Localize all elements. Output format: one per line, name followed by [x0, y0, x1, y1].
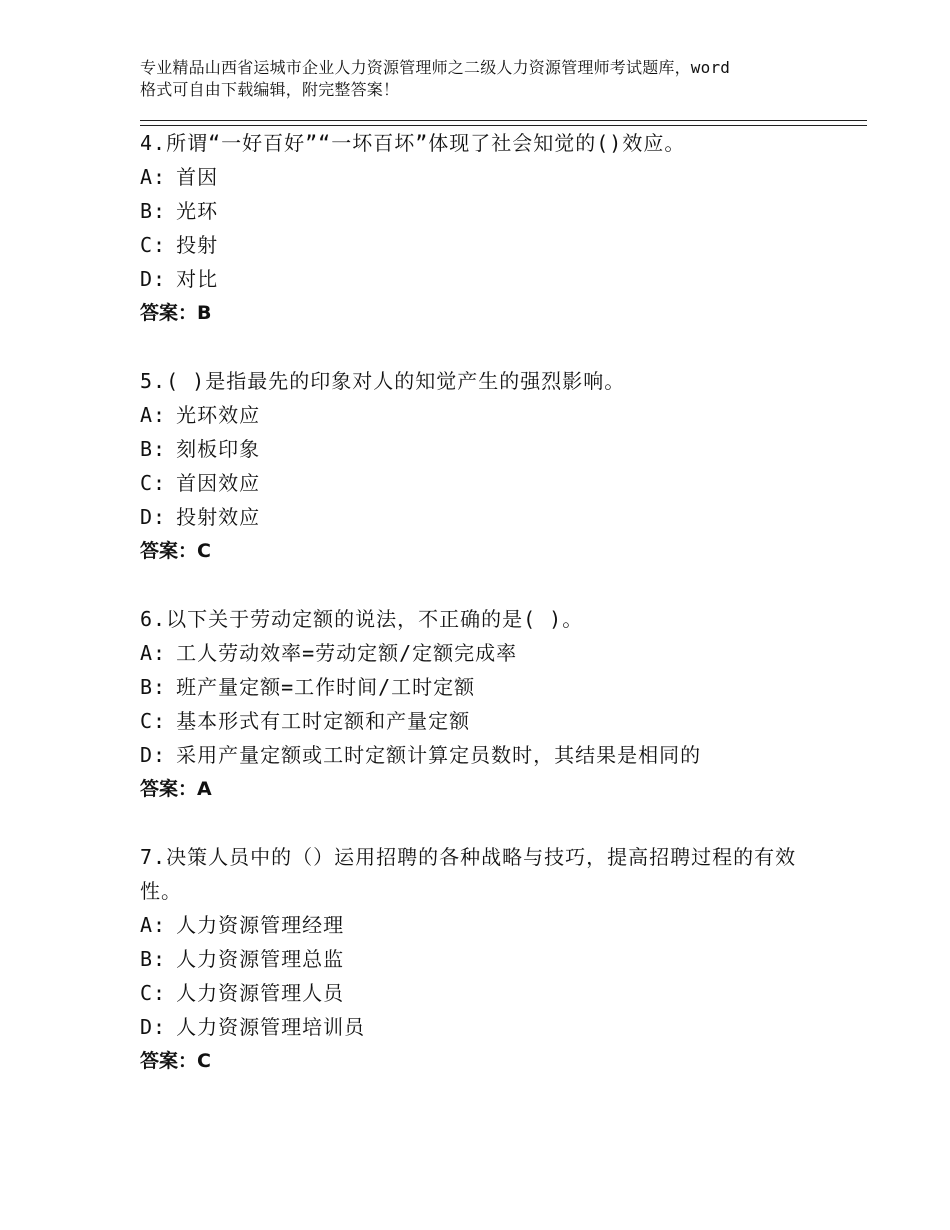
option-letter: D:: [140, 267, 167, 291]
option-letter: C:: [140, 981, 167, 1005]
answer-line: 答案：A: [140, 778, 212, 800]
option-text: 投射效应: [176, 505, 261, 529]
option-letter: C:: [140, 471, 167, 495]
option-c: [140, 976, 820, 1010]
option-text: 首因效应: [176, 471, 261, 495]
answer-line: 答案：B: [140, 302, 212, 324]
question-stem: 4.所谓“一好百好”“一坏百坏”体现了社会知觉的()效应。: [140, 131, 686, 155]
option-letter: A:: [140, 641, 167, 665]
header-line-2: 格式可自由下载编辑，附完整答案！: [140, 80, 400, 99]
question-list: [140, 126, 820, 1112]
option-c: [140, 466, 820, 500]
question-7: [140, 840, 820, 1078]
option-letter: A:: [140, 913, 167, 937]
option-b: [140, 194, 820, 228]
answer-line: 答案：C: [140, 1050, 211, 1072]
option-text: 投射: [176, 233, 219, 257]
option-text: 人力资源管理总监: [176, 947, 345, 971]
option-letter: B:: [140, 199, 167, 223]
option-letter: C:: [140, 709, 167, 733]
option-text: 光环: [176, 199, 219, 223]
option-letter: A:: [140, 403, 167, 427]
option-d: [140, 500, 820, 534]
option-text: 人力资源管理培训员: [176, 1015, 366, 1039]
option-letter: B:: [140, 675, 167, 699]
option-text: 对比: [176, 267, 219, 291]
header-line-1: 专业精品山西省运城市企业人力资源管理师之二级人力资源管理师考试题库，word: [140, 58, 731, 77]
option-c: [140, 228, 820, 262]
option-letter: B:: [140, 437, 167, 461]
question-stem: 5.( )是指最先的印象对人的知觉产生的强烈影响。: [140, 369, 626, 393]
option-d: [140, 262, 820, 296]
option-letter: D:: [140, 505, 167, 529]
option-text: 光环效应: [176, 403, 261, 427]
option-text: 人力资源管理经理: [176, 913, 345, 937]
option-b: [140, 432, 820, 466]
option-d: [140, 1010, 820, 1044]
question-4: [140, 126, 820, 330]
option-d: [140, 738, 820, 772]
option-text: 采用产量定额或工时定额计算定员数时，其结果是相同的: [176, 743, 702, 767]
option-a: [140, 160, 820, 194]
option-a: [140, 636, 820, 670]
option-text: 基本形式有工时定额和产量定额: [176, 709, 471, 733]
question-5: [140, 364, 820, 568]
option-b: [140, 942, 820, 976]
answer-line: 答案：C: [140, 540, 211, 562]
option-a: [140, 398, 820, 432]
header-divider-top: [140, 120, 867, 121]
option-text: 工人劳动效率=劳动定额/定额完成率: [176, 641, 518, 665]
option-c: [140, 704, 820, 738]
option-letter: D:: [140, 743, 167, 767]
option-b: [140, 670, 820, 704]
option-letter: B:: [140, 947, 167, 971]
option-letter: D:: [140, 1015, 167, 1039]
option-letter: A:: [140, 165, 167, 189]
question-stem: 6.以下关于劳动定额的说法，不正确的是( )。: [140, 607, 584, 631]
option-letter: C:: [140, 233, 167, 257]
question-6: [140, 602, 820, 806]
option-a: [140, 908, 820, 942]
document-header: [140, 57, 830, 101]
option-text: 刻板印象: [176, 437, 261, 461]
question-stem: 7.决策人员中的（）运用招聘的各种战略与技巧，提高招聘过程的有效性。: [140, 845, 797, 903]
option-text: 人力资源管理人员: [176, 981, 345, 1005]
option-text: 班产量定额=工作时间/工时定额: [176, 675, 476, 699]
option-text: 首因: [176, 165, 219, 189]
